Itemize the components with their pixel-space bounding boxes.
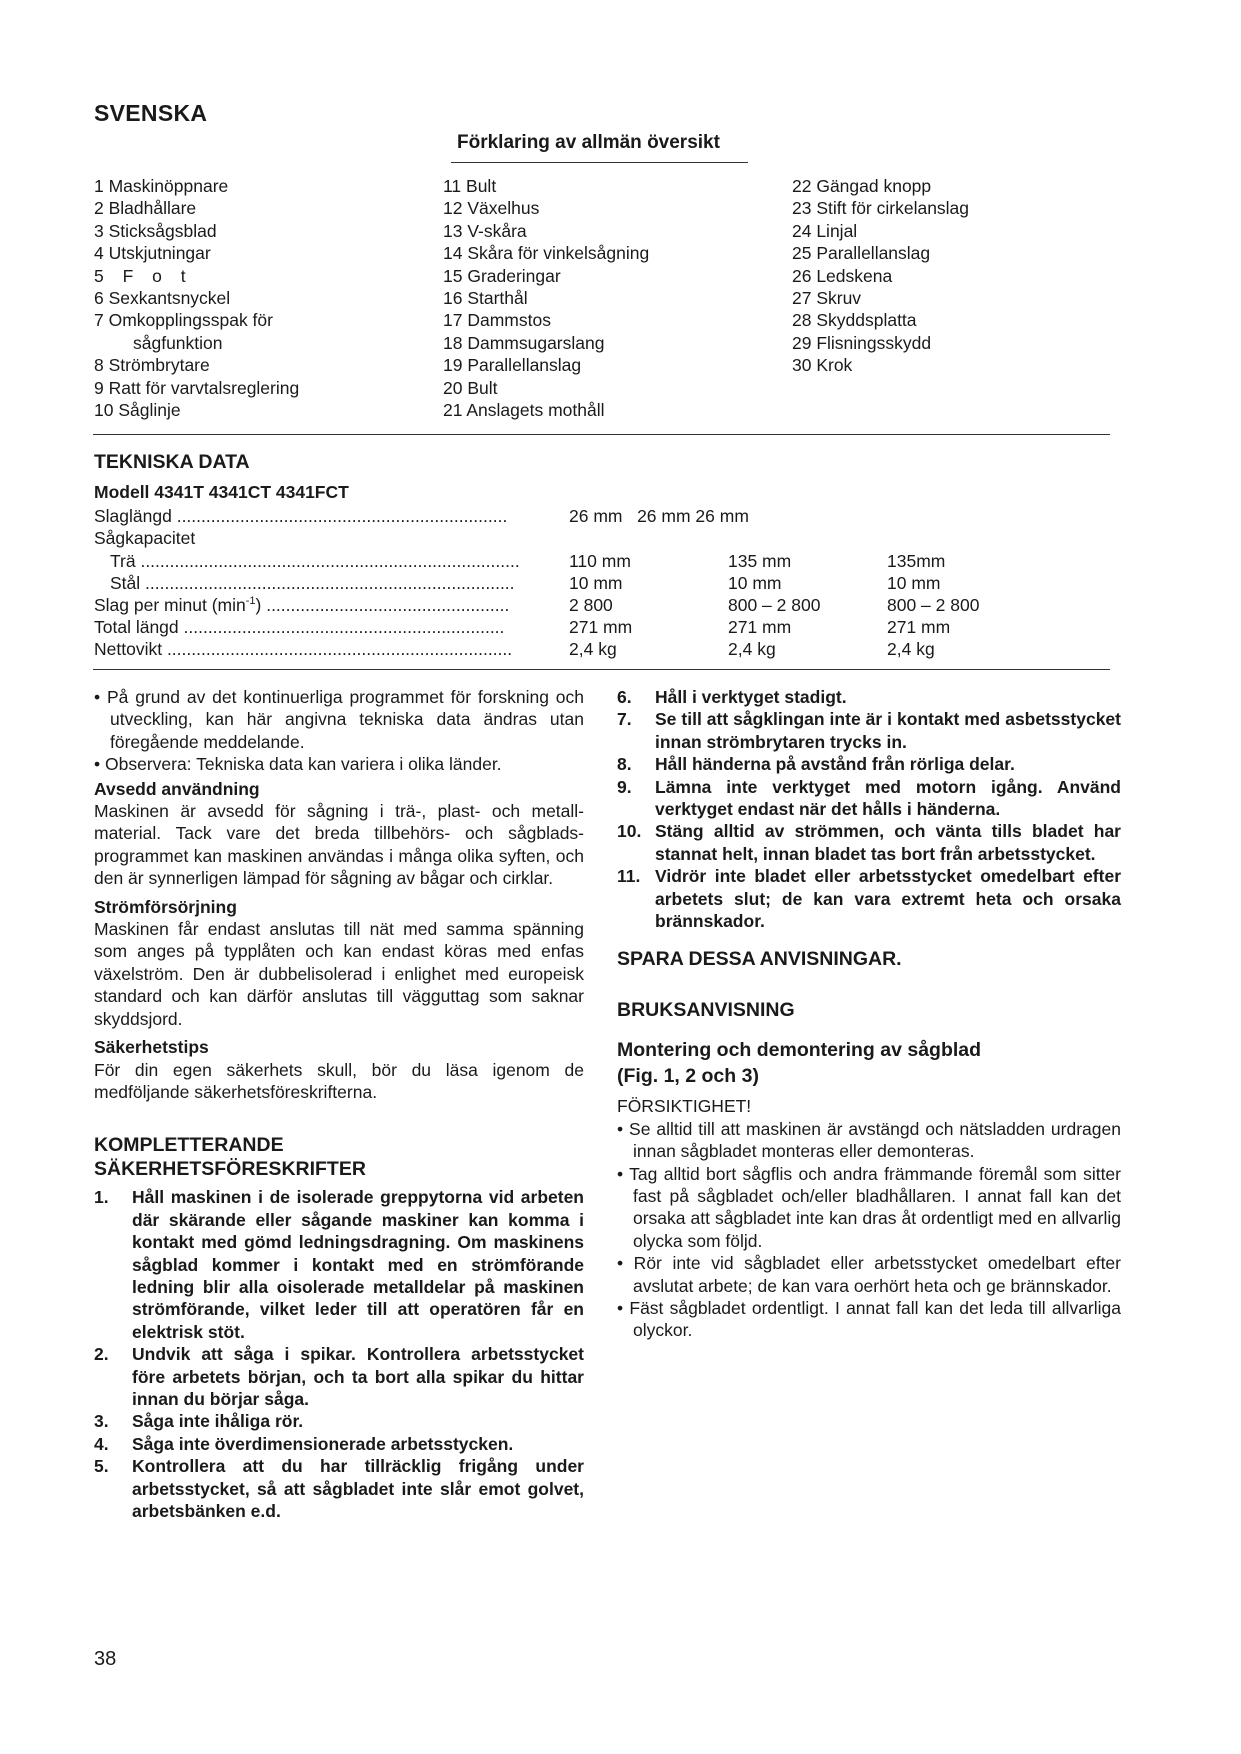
spec-value: 271 mm [569,617,633,637]
spec-spm-label: Slag per minut $(\min^{-1})$ .................................................. [94,595,510,615]
overview-item: 4 Utskjutningar [94,243,211,264]
overview-item: 2 Bladhållare [94,198,197,219]
overview-item: 5 F o t [94,265,186,286]
safety-rule: 7. Se till att sågklingan inte är i kontakt med asbetsstycket innan strömbrytaren trycks in. [617,709,1121,752]
language-title: SVENSKA [94,100,208,126]
save-instructions-heading: SPARA DESSA ANVISNINGAR. [617,948,902,971]
spec-value: 2,4 kg [569,639,617,659]
spec-stroke-values: 26 mm 26 mm 26 mm [569,506,749,526]
intended-use-heading: Avsedd användning [94,778,260,799]
overview-item: 22 Gängad knopp [792,176,932,196]
spec-weight-label: Nettovikt ....................................................................... [94,639,513,659]
spec-value: 10 mm [569,573,623,593]
spec-stroke-label: Slaglängd .................................................................... [94,506,508,526]
overview-item: 9 Ratt för varvtalsreglering [94,377,300,398]
overview-item: 26 Ledskena [792,265,893,286]
overview-item: 21 Anslagets mothåll [443,400,605,421]
spec-value: 800 – 2 800 [728,595,821,615]
overview-item: 20 Bult [443,377,498,398]
spec-value: 10 mm [728,573,782,593]
safety-rule: 9. Lämna inte verktyget med motorn igång. Använd verktyget endast när det hålls i händerna. [617,776,1121,820]
overview-item: 17 Dammstos [443,310,551,331]
overview-item: 10 Såglinje [94,400,181,421]
caution-bullet: • Rör inte vid sågbladet eller arbetsstycket omedelbart efter avslutat arbete; de kan vara oerhört heta och ge brännskador. [617,1253,1121,1296]
overview-item: 7 Omkopplingsspak för [94,310,273,331]
spec-value: 271 mm [887,617,951,637]
left-column [94,686,584,1522]
overview-item: 8 Strömbrytare [94,355,210,376]
overview-item: sågfunktion [133,332,223,353]
safety-rule: 4. Såga inte överdimensionerade arbetsstycken. [94,1433,514,1454]
overview-item: 13 V-skåra [443,220,527,241]
safety-tips-text: För din egen säkerhets skull, bör du läsa igenom de medföljande säkerhetsföreskrifterna. [94,1059,584,1102]
right-column [617,686,1121,1342]
safety-rule: 10. Stäng alltid av strömmen, och vänta tills bladet har stannat helt, innan bladet tas bort från arbetsstycket. [617,821,1121,864]
note-bullet: • Observera: Tekniska data kan variera i olika länder. [94,754,502,775]
spec-value: 2 800 [569,595,613,615]
caution-label: FÖRSIKTIGHET! [617,1096,752,1117]
power-supply-text: Maskinen får endast anslutas till nät med samma spänning som anges på typplåten och kan endast köras med enfas växelström. Den är dubbelisolerad i enlighet med europeisk standard och kan därför anslutas till vägguttag som saknar skyddsjord. [94,919,584,1029]
overview-item: 14 Skåra för vinkelsågning [443,243,650,264]
safety-rule: 11. Vidrör inte bladet eller arbetsstycket omedelbart efter arbetets slut; de kan vara extremt heta och orsaka brännskador. [617,866,1121,932]
mounting-heading: Montering och demontering av sågblad (Fig. 1, 2 och 3) [617,1039,982,1088]
overview-column-2 [443,175,649,421]
page-number: 38 [94,1648,117,1670]
caution-bullet: • Tag alltid bort sågflis och andra främmande föremål som sitter fast på sågbladet och/eller bladhållaren. I annat fall kan det orsaka att sågbladet inte kan dras åt ordentligt med en allvarlig olycka som följd. [617,1163,1121,1251]
overview-item: 19 Parallellanslag [443,355,582,376]
caution-bullet: • Se alltid till att maskinen är avstängd och nätsladden urdragen innan sågbladet monteras eller demonteras. [617,1118,1121,1162]
safety-rules-list-continued [617,686,1121,932]
overview-item: 25 Parallellanslag [792,243,931,264]
spec-length-label: Total längd .................................................................. [94,617,505,637]
overview-item: 30 Krok [792,355,853,376]
spec-steel-label: Stål ............................................................................ [110,573,515,593]
safety-rule: 6. Håll i verktyget stadigt. [617,687,847,707]
overview-title: Förklaring av allmän översikt [457,132,720,153]
overview-item: 15 Graderingar [443,265,561,286]
spec-value: 10 mm [887,573,941,593]
safety-rule: 5. Kontrollera att du har tillräcklig frigång under arbetsstycket, så att sågbladet inte slår emot golvet, arbetsbänken e.d. [94,1456,584,1521]
overview-column-3 [792,175,969,377]
overview-item: 16 Starthål [443,288,528,309]
model-row: Modell 4341T 4341CT 4341FCT [94,482,349,502]
overview-item: 27 Skruv [792,288,862,309]
spec-wood-label: Trä .............................................................................. [110,551,520,571]
spec-value: 2,4 kg [728,639,776,659]
safety-rule: 8. Håll händerna på avstånd från rörliga delar. [617,754,1015,775]
spec-value: 800 – 2 800 [887,595,980,615]
section-divider [93,434,1110,435]
usage-heading: BRUKSANVISNING [617,998,795,1021]
overview-item: 6 Sexkantsnyckel [94,288,231,309]
extra-safety-heading: KOMPLETTERANDE SÄKERHETSFÖRESKRIFTER [94,1134,366,1181]
overview-item: 11 Bult [443,176,497,196]
spec-value: 2,4 kg [887,639,935,659]
overview-item: 29 Flisningsskydd [792,332,932,353]
overview-item: 3 Sticksågsblad [94,220,217,241]
caution-bullet: • Fäst sågbladet ordentligt. I annat fall kan det leda till allvarliga olyckor. [617,1297,1121,1341]
section-divider [93,669,1110,670]
overview-item: 23 Stift för cirkelanslag [792,198,970,219]
overview-underline [451,162,748,163]
safety-tips-heading: Säkerhetstips [94,1037,209,1058]
tech-heading: TEKNISKA DATA [94,451,250,473]
overview-item: 18 Dammsugarslang [443,332,605,353]
safety-rule: 1. Håll maskinen i de isolerade greppytorna vid arbeten där skärande eller sågande maskiner kan komma i kontakt med gömd ledningsdragning. Om maskinens sågblad kommer i kontakt med en strömförande ledning blir alla oisolerade metalldelar på maskinen strömförande, vilket leder till att operatören får en elektrisk stöt. [94,1187,584,1342]
overview-item: 1 Maskinöppnare [94,176,229,196]
overview-column-1 [94,175,299,421]
overview-item: 28 Skyddsplatta [792,310,917,331]
overview-item: 12 Växelhus [443,198,540,219]
spec-value: 135mm [887,551,946,571]
spec-value: 135 mm [728,551,792,571]
intended-use-text: Maskinen är avsedd för sågning i trä-, plast- och metallmaterial. Tack vare det breda tillbehörs- och sågbladsprogrammet kan maskinen användas i många olika syften, och den är synnerligen lämpad för sågning av bågar och cirklar. [94,801,584,889]
note-bullet: • På grund av det kontinuerliga programmet för forskning och utveckling, kan här angivna tekniska data ändras utan föregående meddelande. [94,687,584,752]
safety-rules-list [94,1186,584,1522]
spec-capacity-label: Sågkapacitet [94,528,196,548]
overview-item: 24 Linjal [792,220,858,241]
safety-rule: 3. Såga inte ihåliga rör. [94,1411,304,1432]
safety-rule: 2. Undvik att såga i spikar. Kontrollera arbetsstycket före arbetets början, och ta bort alla spikar du hittar innan du börjar såga. [94,1344,584,1409]
spec-value: 271 mm [728,617,792,637]
power-supply-heading: Strömförsörjning [94,896,237,917]
spec-value: 110 mm [569,551,631,571]
